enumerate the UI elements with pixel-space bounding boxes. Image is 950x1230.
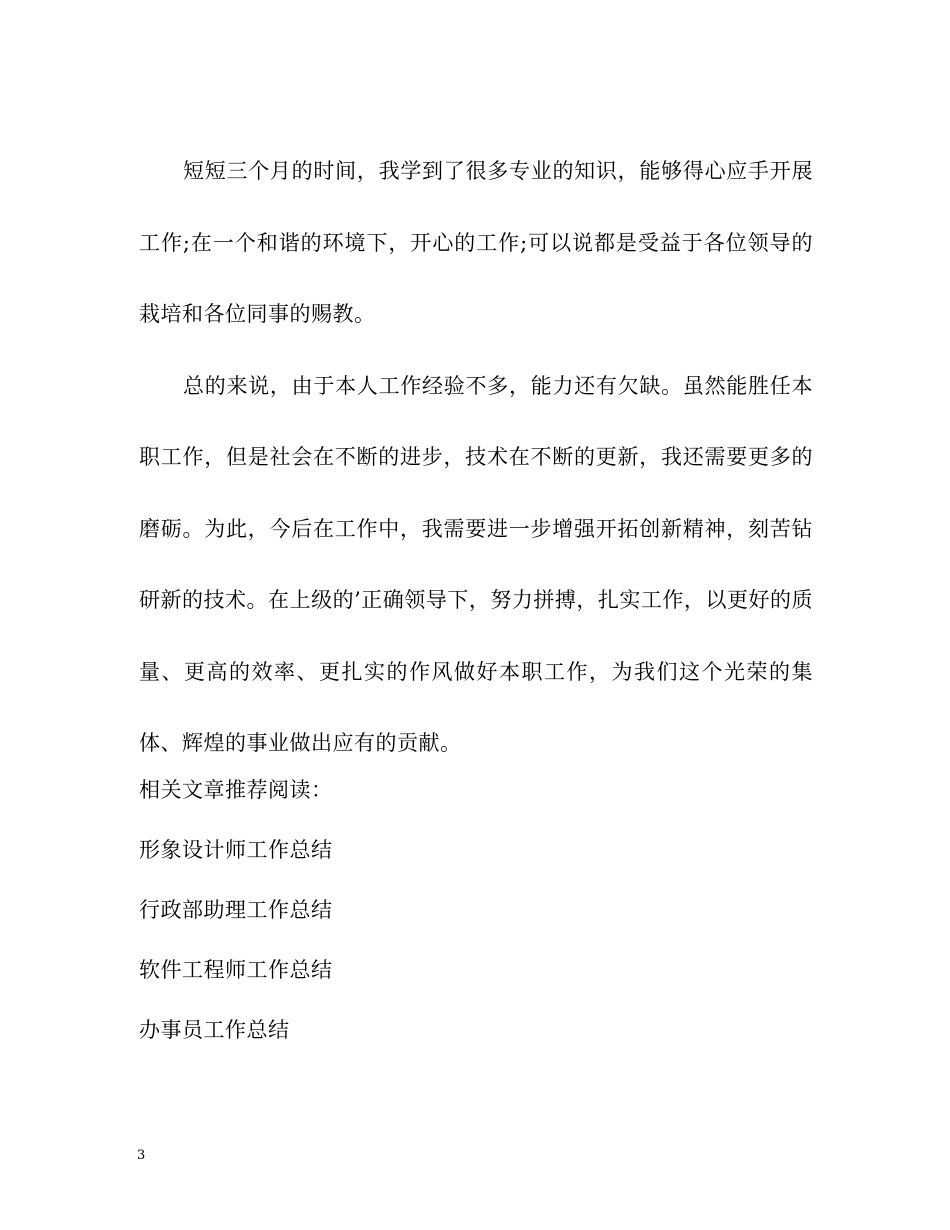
body-text <box>139 136 813 780</box>
related-link-2[interactable]: 行政部助理工作总结 <box>139 898 333 922</box>
related-link-1[interactable]: 形象设计师工作总结 <box>139 838 333 862</box>
paragraph-1: 短短三个月的时间，我学到了很多专业的知识，能够得心应手开展工作;在一个和谐的环境下，开心的工作;可以说都是受益于各位领导的栽培和各位同事的赐教。 <box>139 159 813 326</box>
related-articles-heading: 相关文章推荐阅读： <box>139 778 333 802</box>
related-link-3[interactable]: 软件工程师工作总结 <box>139 958 333 982</box>
related-link-4[interactable]: 办事员工作总结 <box>139 1018 290 1042</box>
paragraph-2: 总的来说，由于本人工作经验不多，能力还有欠缺。虽然能胜任本职工作，但是社会在不断的进步，技术在不断的更新，我还需要更多的磨砺。为此，今后在工作中，我需要进一步增强开拓创新精神，刻苦钻研新的技术。在上级的’正确领导下，努力拼搏，扎实工作，以更好的质量、更高的效率、更扎实的作风做好本职工作，为我们这个光荣的集体、辉煌的事业做出应有的贡献。 <box>139 373 813 755</box>
page-number: 3 <box>137 1148 146 1163</box>
